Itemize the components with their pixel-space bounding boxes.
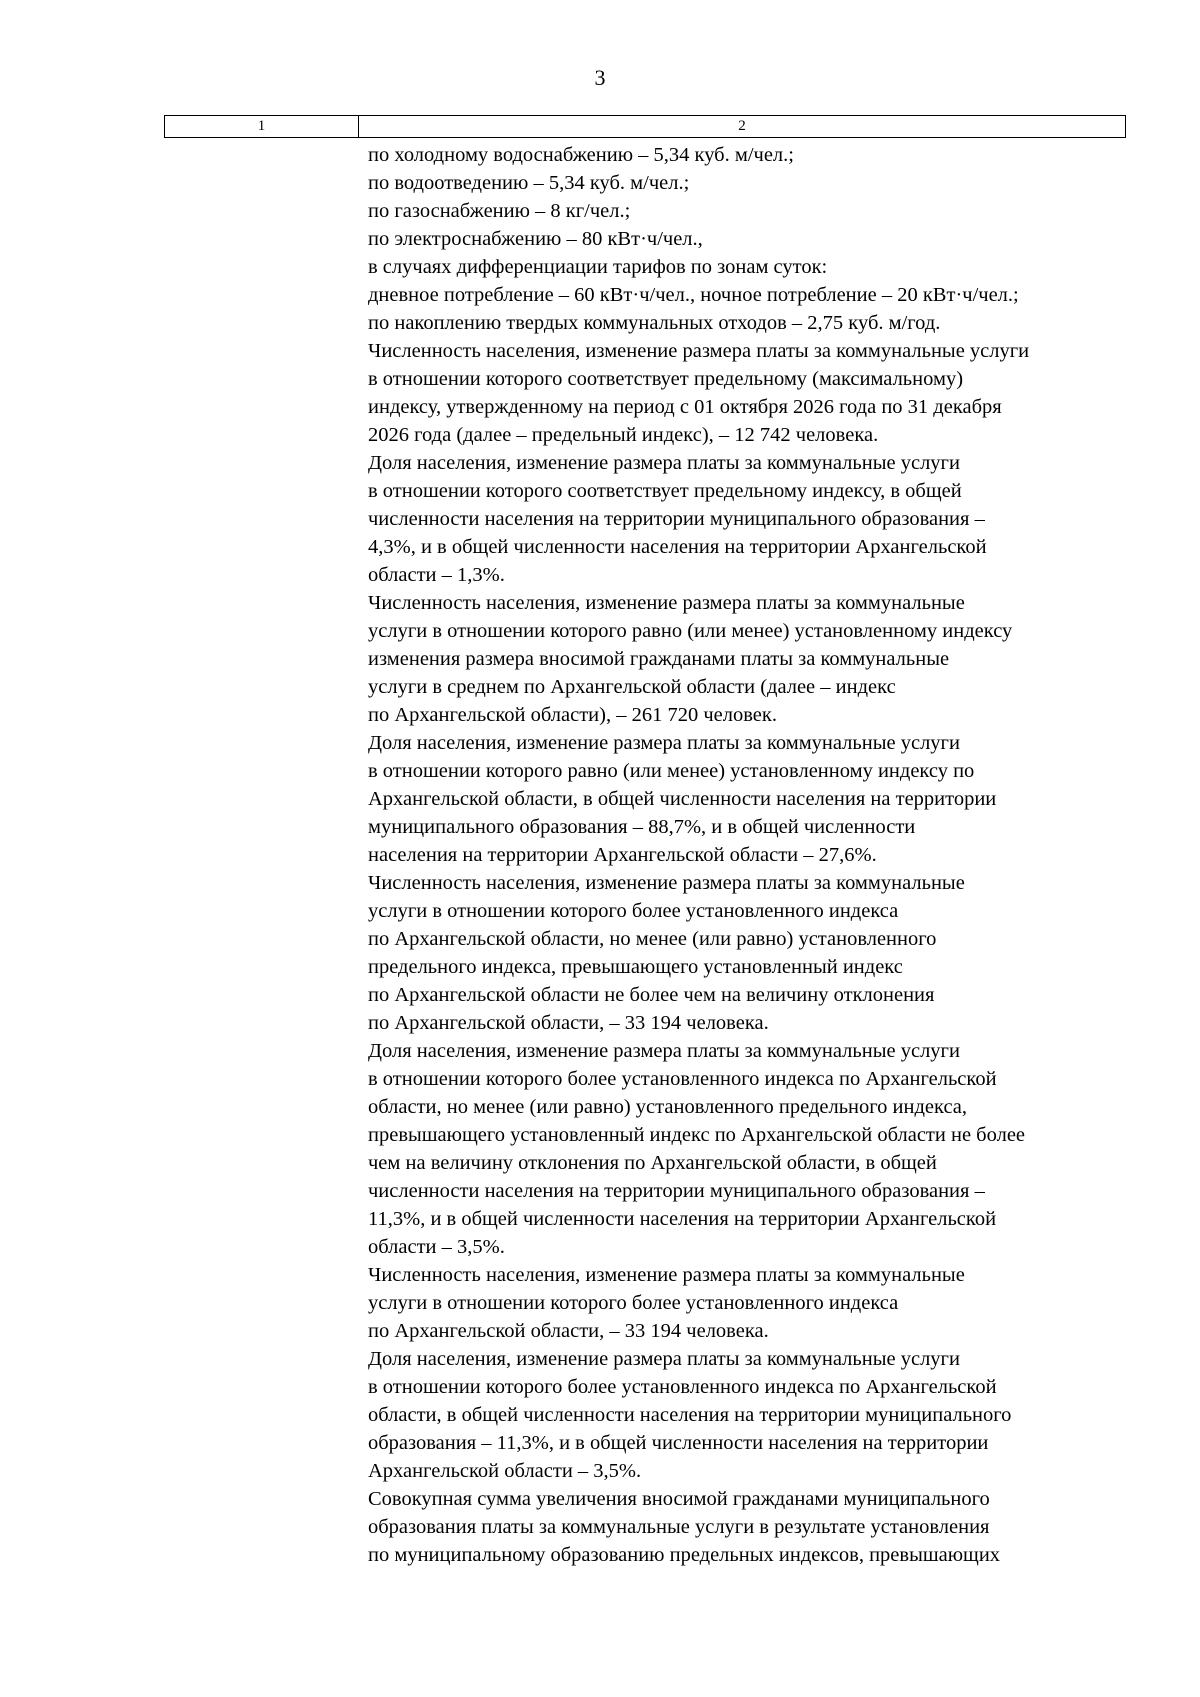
- text-line: области, но менее (или равно) установленного предельного индекса,: [368, 1096, 968, 1118]
- text-line: по холодному водоснабжению – 5,34 куб. м/чел.;: [368, 144, 794, 166]
- text-line: Численность населения, изменение размера платы за коммунальные: [368, 872, 965, 894]
- text-line: области – 1,3%.: [368, 564, 505, 586]
- text-line: услуги в отношении которого равно (или менее) установленному индексу: [368, 620, 1013, 642]
- text-line: в отношении которого более установленного индекса по Архангельской: [368, 1376, 997, 1398]
- text-line: Архангельской области – 3,5%.: [368, 1460, 642, 1482]
- text-line: численности населения на территории муниципального образования –: [368, 1180, 985, 1202]
- text-line: предельного индекса, превышающего установленный индекс: [368, 956, 903, 978]
- text-line: изменения размера вносимой гражданами платы за коммунальные: [368, 648, 950, 670]
- text-line: Численность населения, изменение размера платы за коммунальные услуги: [368, 340, 1030, 362]
- text-line: по накоплению твердых коммунальных отходов – 2,75 куб. м/год.: [368, 312, 941, 334]
- text-line: по Архангельской области, – 33 194 человека.: [368, 1012, 769, 1034]
- text-line: Доля населения, изменение размера платы за коммунальные услуги: [368, 1040, 960, 1062]
- text-line: по Архангельской области), – 261 720 человек.: [368, 704, 777, 726]
- document-body-text: [368, 141, 1138, 1569]
- text-line: превышающего установленный индекс по Архангельской области не более: [368, 1124, 1026, 1146]
- text-line: услуги в отношении которого более установленного индекса: [368, 900, 899, 922]
- page-number: 3: [594, 65, 606, 90]
- text-line: Доля населения, изменение размера платы за коммунальные услуги: [368, 732, 960, 754]
- text-line: Численность населения, изменение размера платы за коммунальные: [368, 1264, 965, 1286]
- text-line: в отношении которого равно (или менее) установленному индексу по: [368, 760, 975, 782]
- text-line: области – 3,5%.: [368, 1236, 505, 1258]
- text-line: образования – 11,3%, и в общей численности населения на территории: [368, 1432, 989, 1454]
- text-line: численности населения на территории муниципального образования –: [368, 508, 985, 530]
- text-line: по Архангельской области, но менее (или равно) установленного: [368, 928, 937, 950]
- text-line: по Архангельской области, – 33 194 человека.: [368, 1320, 769, 1342]
- text-line: по муниципальному образованию предельных индексов, превышающих: [368, 1544, 1001, 1566]
- text-line: чем на величину отклонения по Архангельской области, в общей: [368, 1152, 937, 1174]
- text-line: по Архангельской области не более чем на величину отклонения: [368, 984, 935, 1006]
- text-line: 11,3%, и в общей численности населения на территории Архангельской: [368, 1208, 997, 1230]
- text-line: по водоотведению – 5,34 куб. м/чел.;: [368, 172, 690, 194]
- text-line: по электроснабжению – 80 кВт·ч/чел.,: [368, 228, 703, 250]
- text-line: Архангельской области, в общей численности населения на территории: [368, 788, 997, 810]
- column-1-number: 1: [165, 116, 359, 137]
- text-line: в отношении которого соответствует предельному (максимальному): [368, 368, 964, 390]
- text-line: муниципального образования – 88,7%, и в общей численности: [368, 816, 916, 838]
- text-line: в случаях дифференциации тарифов по зонам суток:: [368, 256, 828, 278]
- text-line: 4,3%, и в общей численности населения на территории Архангельской: [368, 536, 987, 558]
- text-line: 2026 года (далее – предельный индекс), – 12 742 человека.: [368, 424, 879, 446]
- text-line: по газоснабжению – 8 кг/чел.;: [368, 200, 631, 222]
- text-line: в отношении которого более установленного индекса по Архангельской: [368, 1068, 997, 1090]
- text-line: услуги в среднем по Архангельской области (далее – индекс: [368, 676, 896, 698]
- text-line: населения на территории Архангельской области – 27,6%.: [368, 844, 877, 866]
- table-column-header: [164, 115, 1126, 138]
- text-line: Совокупная сумма увеличения вносимой гражданами муниципального: [368, 1488, 990, 1510]
- text-line: индексу, утвержденному на период с 01 октября 2026 года по 31 декабря: [368, 396, 1002, 418]
- text-line: услуги в отношении которого более установленного индекса: [368, 1292, 899, 1314]
- text-line: Доля населения, изменение размера платы за коммунальные услуги: [368, 1348, 960, 1370]
- text-line: Численность населения, изменение размера платы за коммунальные: [368, 592, 965, 614]
- text-line: области, в общей численности населения на территории муниципального: [368, 1404, 1012, 1426]
- text-line: Доля населения, изменение размера платы за коммунальные услуги: [368, 452, 960, 474]
- text-line: дневное потребление – 60 кВт·ч/чел., ночное потребление – 20 кВт·ч/чел.;: [368, 284, 1019, 306]
- text-line: образования платы за коммунальные услуги в результате установления: [368, 1516, 990, 1538]
- text-line: в отношении которого соответствует предельному индексу, в общей: [368, 480, 962, 502]
- column-2-number: 2: [738, 118, 746, 134]
